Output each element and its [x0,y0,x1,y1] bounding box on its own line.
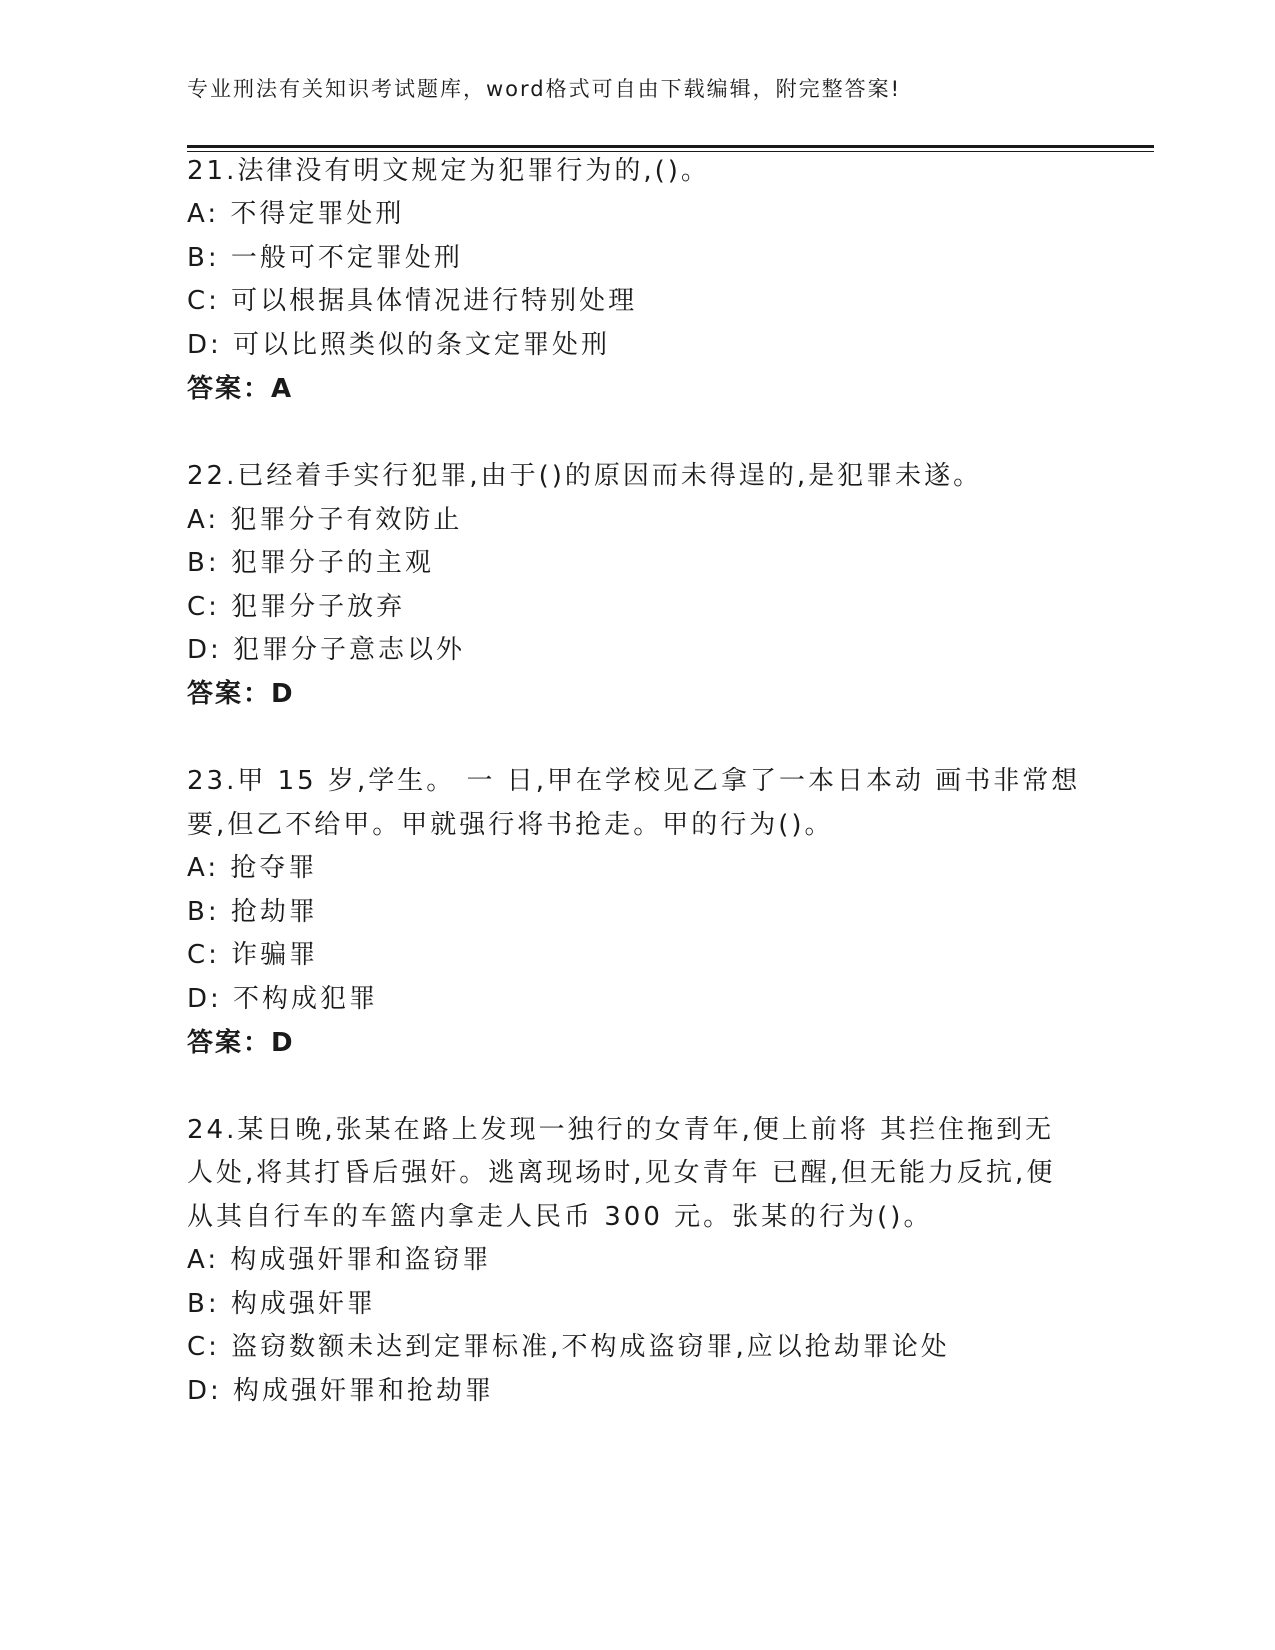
question-24-stem-line-3: 从其自行车的车篮内拿走人民币 300 元。张某的行为()。 [187,1202,933,1232]
question-21-option-b: B: 一般可不定罪处刑 [187,243,463,273]
question-24-option-b: B: 构成强奸罪 [187,1289,376,1319]
question-23-answer: 答案：D [187,1028,295,1058]
question-21-option-c: C: 可以根据具体情况进行特别处理 [187,286,638,316]
question-24-option-d: D: 构成强奸罪和抢劫罪 [187,1376,495,1406]
question-24-stem-line-1: 24.某日晚,张某在路上发现一独行的女青年,便上前将 其拦住拖到无 [187,1115,1055,1145]
question-22-option-b: B: 犯罪分子的主观 [187,548,434,578]
question-23-option-c: C: 诈骗罪 [187,940,319,970]
question-21-answer: 答案：A [187,374,294,404]
question-22-option-a: A: 犯罪分子有效防止 [187,505,463,535]
question-23-stem-line-2: 要,但乙不给甲。甲就强行将书抢走。甲的行为()。 [187,810,834,840]
question-22-option-c: C: 犯罪分子放弃 [187,592,406,622]
question-21-option-d: D: 可以比照类似的条文定罪处刑 [187,330,611,360]
question-21-option-a: A: 不得定罪处刑 [187,199,405,229]
question-23-stem-line-1: 23.甲 15 岁,学生。 一 日,甲在学校见乙拿了一本日本动 画书非常想 [187,766,1081,796]
question-23-option-b: B: 抢劫罪 [187,897,318,927]
question-24-stem-line-2: 人处,将其打昏后强奸。逃离现场时,见女青年 已醒,但无能力反抗,便 [187,1158,1056,1188]
header-divider-thin [187,151,1154,152]
question-21-stem: 21.法律没有明文规定为犯罪行为的,()。 [187,156,710,186]
header-divider-thick [187,145,1154,148]
question-22-answer: 答案：D [187,679,295,709]
question-22-stem: 22.已经着手实行犯罪,由于()的原因而未得逞的,是犯罪未遂。 [187,461,983,491]
question-23-option-d: D: 不构成犯罪 [187,984,379,1014]
question-23-option-a: A: 抢夺罪 [187,853,318,883]
question-22-option-d: D: 犯罪分子意志以外 [187,635,466,665]
page-header: 专业刑法有关知识考试题库，word格式可自由下载编辑，附完整答案! [187,77,902,101]
question-24-option-c: C: 盗窃数额未达到定罪标准,不构成盗窃罪,应以抢劫罪论处 [187,1332,950,1362]
question-24-option-a: A: 构成强奸罪和盗窃罪 [187,1245,492,1275]
